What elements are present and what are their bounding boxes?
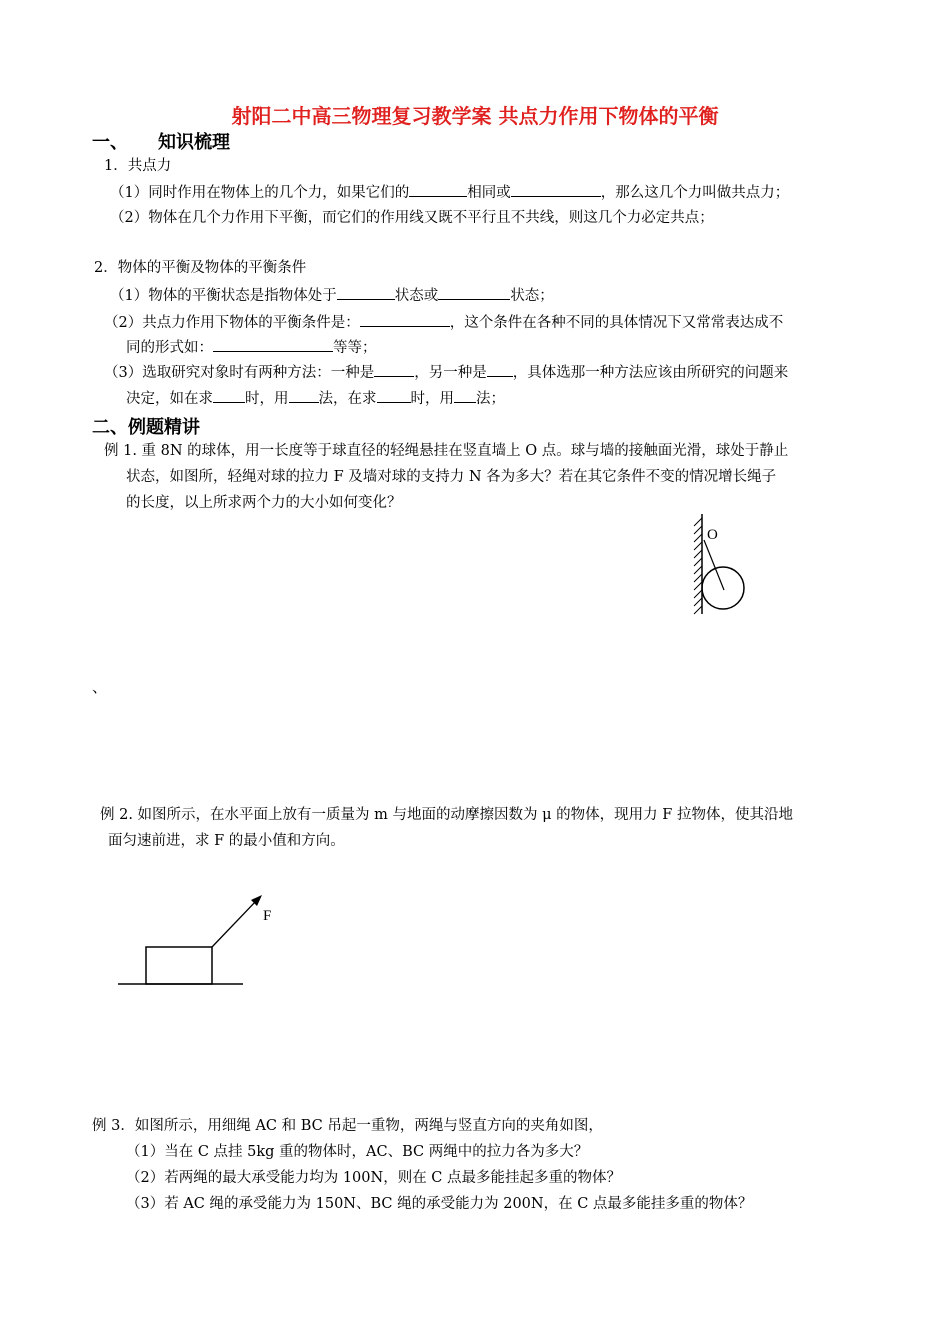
item2-line1-text-c: 状态； bbox=[510, 288, 554, 304]
ex2-line2: 面匀速前进，求 F 的最小值和方向。 bbox=[108, 833, 345, 849]
fill-blank[interactable] bbox=[454, 388, 476, 403]
fill-blank[interactable] bbox=[213, 388, 245, 403]
fill-blank[interactable] bbox=[289, 388, 319, 403]
item1-line2: （2）物体在几个力作用下平衡，而它们的作用线又既不平行且不共线，则这几个力必定共点； bbox=[110, 210, 714, 226]
item2-line3-text-d: 决定，如在求 bbox=[126, 391, 213, 407]
force-f-label: F bbox=[263, 908, 272, 924]
item2-line2-cont bbox=[126, 337, 377, 358]
page-title: 射阳二中高三物理复习教学案 共点力作用下物体的平衡 bbox=[231, 104, 719, 128]
item2-line3-text-g: 时，用 bbox=[410, 391, 454, 407]
item2-line2-text-c: 同的形式如： bbox=[126, 340, 213, 356]
item2-line2-text-a: （2）共点力作用下物体的平衡条件是： bbox=[104, 315, 360, 331]
block-rect bbox=[146, 947, 212, 984]
ex1-line3: 的长度，以上所求两个力的大小如何变化？ bbox=[126, 495, 402, 511]
item2-line3 bbox=[104, 362, 788, 383]
ex1-line1: 例 1. 重 8N 的球体，用一长度等于球直径的轻绳悬挂在竖直墙上 O 点。球与墙的接触面光滑，球处于静止 bbox=[104, 443, 789, 459]
item2-line3-text-h: 法； bbox=[476, 391, 505, 407]
ex3-question1: （1）当在 C 点挂 5kg 重的物体时，AC、BC 两绳中的拉力各为多大？ bbox=[126, 1144, 589, 1160]
wall-hatching bbox=[694, 518, 702, 614]
item1-line1-text-a: （1）同时作用在物体上的几个力，如果它们的 bbox=[110, 185, 410, 201]
item2-line2-text-b: ，这个条件在各种不同的具体情况下又常常表达成不 bbox=[449, 315, 784, 331]
fill-blank[interactable] bbox=[360, 312, 450, 327]
ex1-line2: 状态，如图所，轻绳对球的拉力 F 及墙对球的支持力 N 各为多大？若在其它条件不变的情况增长绳子 bbox=[126, 469, 777, 485]
item2-line3-text-a: （3）选取研究对象时有两种方法：一种是 bbox=[104, 365, 375, 381]
rope-line bbox=[704, 540, 724, 590]
fill-blank[interactable] bbox=[213, 337, 333, 352]
fill-blank[interactable] bbox=[487, 362, 513, 377]
section2-heading: 二、例题精讲 bbox=[92, 417, 200, 438]
fill-blank[interactable] bbox=[337, 285, 395, 300]
item2-line1-text-a: （1）物体的平衡状态是指物体处于 bbox=[110, 288, 337, 304]
item2-line2 bbox=[104, 312, 783, 333]
ex3-question3: （3）若 AC 绳的承受能力为 150N、BC 绳的承受能力为 200N，在 C 点最多能挂多重的物体？ bbox=[126, 1196, 753, 1212]
item1-line1-text-b: 相同或 bbox=[467, 185, 511, 201]
force-arrow-shaft bbox=[212, 901, 256, 947]
item2-line1 bbox=[110, 285, 554, 306]
stray-mark: 、 bbox=[92, 678, 108, 696]
ex2-line1: 例 2. 如图所示，在水平面上放有一质量为 m 与地面的动摩擦因数为 μ 的物体，现用力 F 拉物体，使其沿地 bbox=[100, 807, 793, 823]
item2-title: 2．物体的平衡及物体的平衡条件 bbox=[94, 260, 307, 276]
item2-line3-text-e: 时，用 bbox=[245, 391, 289, 407]
section1-heading: 知识梳理 bbox=[158, 132, 230, 153]
fill-blank[interactable] bbox=[438, 285, 510, 300]
item1-line1 bbox=[110, 182, 789, 203]
fill-blank[interactable] bbox=[511, 182, 601, 197]
fill-blank[interactable] bbox=[409, 182, 467, 197]
item1-title: 1．共点力 bbox=[104, 158, 172, 174]
item2-line3-text-c: ，具体选那一种方法应该由所研究的问题来 bbox=[512, 365, 789, 381]
item2-line3-text-b: ，另一种是 bbox=[414, 365, 487, 381]
fill-blank[interactable] bbox=[374, 362, 414, 377]
ex3-question2: （2）若两绳的最大承受能力均为 100N，则在 C 点最多能挂起多重的物体？ bbox=[126, 1170, 622, 1186]
ex2-figure bbox=[110, 890, 290, 990]
point-o-label: O bbox=[707, 527, 718, 543]
item2-line3-cont bbox=[126, 388, 505, 409]
item2-line1-text-b: 状态或 bbox=[394, 288, 439, 304]
item1-line1-text-c: ，那么这几个力叫做共点力； bbox=[600, 185, 790, 201]
fill-blank[interactable] bbox=[377, 388, 411, 403]
ex1-figure bbox=[680, 510, 760, 620]
item2-line3-text-f: 法，在求 bbox=[318, 391, 377, 407]
item2-line2-text-d: 等等； bbox=[333, 340, 377, 356]
section1-heading-number: 一、 bbox=[92, 132, 128, 153]
ex3-line1: 例 3．如图所示，用细绳 AC 和 BC 吊起一重物，两绳与竖直方向的夹角如图， bbox=[92, 1118, 603, 1134]
